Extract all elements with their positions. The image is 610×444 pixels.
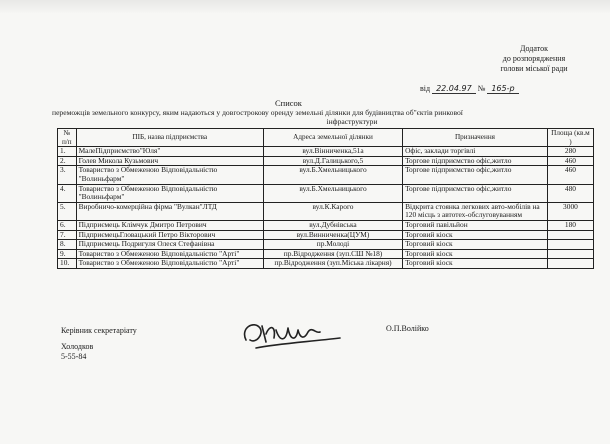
cell-area: 180 — [547, 220, 593, 230]
cell-area: 3000 — [547, 202, 593, 220]
executor-name: Холодков — [61, 342, 94, 351]
winners-table — [57, 128, 594, 269]
signer-role: Керівник секретаріату — [61, 326, 137, 335]
header-purpose: Призначення — [403, 129, 548, 147]
cell-address: вул.Б.Хмельницького — [263, 184, 402, 202]
cell-name: Підприємець Клімчук Дмитро Петрович — [76, 220, 263, 230]
subtitle-line-2: інфраструктури — [326, 117, 378, 126]
cell-purpose: Торговий кіоск — [403, 240, 548, 250]
cell-area — [547, 230, 593, 240]
table-row — [58, 259, 594, 269]
table-row — [58, 240, 594, 250]
date-line — [420, 84, 519, 93]
cell-area: 460 — [547, 156, 593, 166]
document-title: Список — [275, 98, 302, 108]
cell-address: вул.Б.Хмельницького — [263, 166, 402, 184]
cell-address: вул.Вінниченка,51а — [263, 147, 402, 157]
table-header-row — [58, 129, 594, 147]
cell-purpose: Відкрита стоянка легкових авто-мобілів на 120 місць з автотех-обслуговуванням — [403, 202, 548, 220]
signer-name: О.П.Волійко — [386, 324, 429, 333]
cell-purpose: Торгове підприємство офіс,житло — [403, 156, 548, 166]
table-row — [58, 220, 594, 230]
cell-purpose: Торговий кіоск — [403, 230, 548, 240]
cell-area: 480 — [547, 184, 593, 202]
cell-name: Підприємець Подригуля Олеся Стефанівна — [76, 240, 263, 250]
header-address: Адреса земельної ділянки — [263, 129, 402, 147]
header-num: № п/п — [58, 129, 77, 147]
cell-num: 4. — [58, 184, 77, 202]
cell-name: Товариство з Обмеженою Відповідальністю "Волиньфарм" — [76, 166, 263, 184]
handwritten-date: 22.04.97 — [432, 84, 476, 94]
cell-num: 8. — [58, 240, 77, 250]
executor-block — [61, 342, 93, 362]
appendix-line-2: до розпорядження — [502, 54, 566, 63]
executor-phone: 5-55-84 — [61, 352, 87, 361]
cell-name: Виробничо-комерційна фірма "Вулкан"ЛТД — [76, 202, 263, 220]
number-label: № — [477, 84, 486, 93]
cell-area: 280 — [547, 147, 593, 157]
cell-purpose: Торговий кіоск — [403, 259, 548, 269]
cell-address: вул.Винниченка(ЦУМ) — [263, 230, 402, 240]
cell-num: 3. — [58, 166, 77, 184]
cell-name: Товариство з Обмеженою Відповідальністю "Арті" — [76, 259, 263, 269]
cell-address: вул.Дубнівська — [263, 220, 402, 230]
handwritten-signature — [236, 312, 346, 356]
appendix-block — [470, 44, 598, 74]
appendix-line-1: Додаток — [520, 44, 548, 53]
cell-area — [547, 249, 593, 259]
cell-num: 1. — [58, 147, 77, 157]
cell-address: вул.Д.Галицького,5 — [263, 156, 402, 166]
cell-purpose: Офіс, заклади торгівлі — [403, 147, 548, 157]
cell-num: 2. — [58, 156, 77, 166]
cell-name: Товариство з Обмеженою Відповідальністю "Волиньфарм" — [76, 184, 263, 202]
cell-num: 7. — [58, 230, 77, 240]
cell-num: 6. — [58, 220, 77, 230]
cell-purpose: Торгове підприємство офіс,житло — [403, 184, 548, 202]
header-name: ПІБ, назва підприємства — [76, 129, 263, 147]
cell-area — [547, 259, 593, 269]
document-subtitle — [52, 108, 592, 126]
cell-num: 9. — [58, 249, 77, 259]
cell-name: Голев Микола Кузьмович — [76, 156, 263, 166]
table-body — [58, 147, 594, 269]
cell-address: пр.Молоді — [263, 240, 402, 250]
subtitle-line-1: переможців земельного конкурсу, яким надаються у довгострокову оренду земельні ділянки для будівництва об"єктів ринкової — [52, 108, 463, 117]
scan-edge — [0, 0, 610, 14]
cell-num: 5. — [58, 202, 77, 220]
cell-name: МалеПідприємство"Юля" — [76, 147, 263, 157]
cell-name: ПідприємецьГловацький Петро Вікторович — [76, 230, 263, 240]
table-row — [58, 202, 594, 220]
cell-address: пр.Відродження (зуп.СШ №18) — [263, 249, 402, 259]
cell-area — [547, 240, 593, 250]
appendix-line-3: голови міської ради — [500, 64, 568, 73]
cell-name: Товариство з Обмеженою Відповідальністю "Арті" — [76, 249, 263, 259]
cell-area: 460 — [547, 166, 593, 184]
cell-purpose: Торговий павільйон — [403, 220, 548, 230]
cell-address: пр.Відродження (зуп.Міська лікарня) — [263, 259, 402, 269]
header-area: Площа (кв.м ) — [547, 129, 593, 147]
handwritten-number: 165-р — [487, 84, 518, 94]
table-row — [58, 147, 594, 157]
cell-purpose: Торговий кіоск — [403, 249, 548, 259]
table-row — [58, 166, 594, 184]
table-row — [58, 184, 594, 202]
cell-purpose: Торгове підприємство офіс,житло — [403, 166, 548, 184]
cell-address: вул.К.Карого — [263, 202, 402, 220]
date-prefix: від — [420, 84, 431, 93]
cell-num: 10. — [58, 259, 77, 269]
